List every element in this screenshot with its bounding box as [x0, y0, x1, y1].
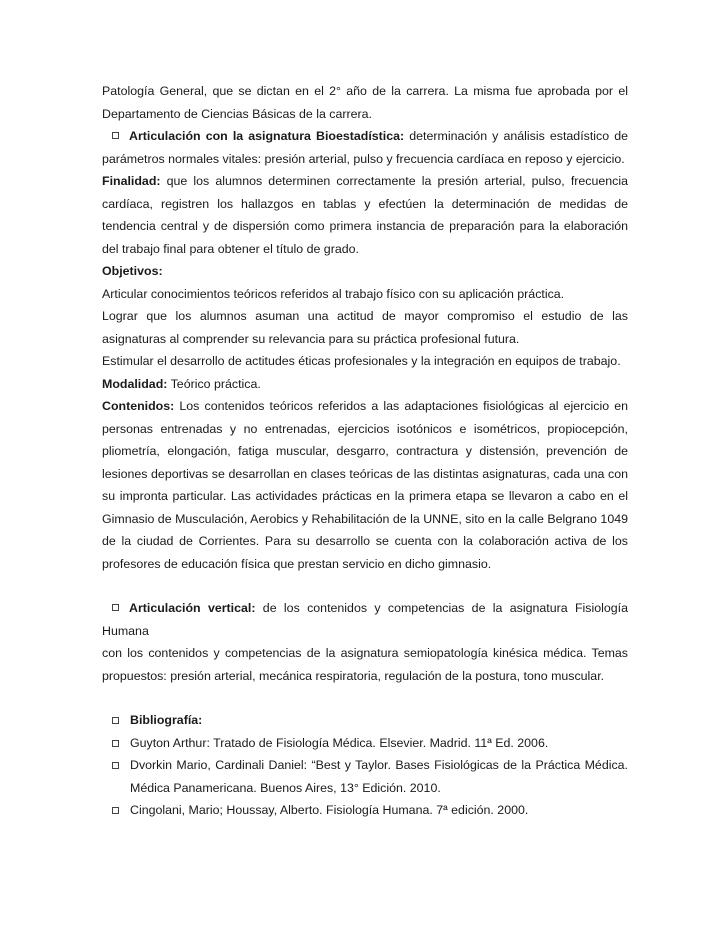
bibliografia-item — [102, 799, 628, 822]
objetivo-item: Estimular el desarrollo de actitudes éticas profesionales y la integración en equipos de trabajo. — [102, 354, 621, 368]
spacer — [102, 575, 628, 597]
intro-line-1: Patología General, que se dictan en el 2° año de la carrera. La misma fue aprobada por el — [102, 84, 628, 98]
bullet-square-icon — [112, 717, 119, 724]
bibliografia-item-text: Guyton Arthur: Tratado de Fisiología Médica. Elsevier. Madrid. 11ª Ed. 2006. — [130, 735, 549, 750]
bullet-square-icon — [112, 762, 119, 769]
document-page — [102, 80, 628, 822]
finalidad-text: que los alumnos determinen correctamente la presión arterial, pulso, frecuencia cardíaca, registren los hallazgos en tablas y efectúen la determinación de medidas de tendencia central y de dispersión como primera instancia de preparación para la elaboración del trabajo final para obtener el título de grado. — [102, 174, 628, 256]
bibliografia-label: Bibliografía: — [130, 713, 203, 727]
bibliografia-item — [102, 754, 628, 799]
bibliografia-item-text: Cingolani, Mario; Houssay, Alberto. Fisiología Humana. 7ª edición. 2000. — [130, 803, 529, 817]
finalidad-label: Finalidad: — [102, 174, 161, 188]
objetivos-label: Objetivos: — [102, 264, 163, 278]
contenidos-label: Contenidos: — [102, 399, 175, 413]
contenidos-paragraph — [102, 395, 628, 575]
articulacion-vertical-cont: con los contenidos y competencias de la asignatura semiopatología kinésica médica. Temas propuestos: presión arterial, mecánica respiratoria, regulación de la postura, tono muscular. — [102, 646, 628, 683]
contenidos-text: Los contenidos teóricos referidos a las adaptaciones fisiológicas al ejercicio en personas entrenadas y no entrenadas, ejercicios isotónicos e isométricos, propiocepción, pliometría, elongación, fatiga muscular, desgarro, contractura y distensión, prevención de lesiones deportivas se desarrollan en clases teóricas de las distintas asignaturas, cada una con su impronta particular. Las actividades prácticas en la primera etapa se llevaron a cabo en el Gimnasio de Musculación, Aerobics y Rehabilitación de la UNNE, sito en la calle Belgrano 1049 de la ciudad de Corrientes. Para su desarrollo se cuenta con la colaboración activa de los profesores de educación física que prestan servicio en dicho gimnasio. — [102, 399, 628, 571]
modalidad-text: Teórico práctica. — [167, 376, 261, 391]
modalidad-paragraph — [102, 373, 628, 396]
bullet-square-icon — [112, 740, 119, 747]
articulacion-vertical-label: Articulación vertical: — [129, 601, 256, 615]
articulacion-bioestadistica — [102, 125, 628, 148]
bullet-square-icon — [112, 807, 119, 814]
spacer — [102, 687, 628, 709]
objetivo-item: Articular conocimientos teóricos referidos al trabajo físico con su aplicación práctica. — [102, 286, 565, 301]
bullet-square-icon — [112, 132, 119, 139]
bibliografia-heading — [102, 709, 628, 732]
modalidad-label: Modalidad: — [102, 376, 168, 391]
bullet-square-icon — [112, 604, 119, 611]
articulacion-vertical-text: de los contenidos y competencias de la asignatura Fisiología Humana — [102, 601, 628, 638]
finalidad-paragraph — [102, 170, 628, 260]
articulacion-vertical — [102, 597, 628, 642]
objetivos-heading — [102, 260, 628, 283]
bibliografia-item-text: Dvorkin Mario, Cardinali Daniel: “Best y Taylor. Bases Fisiológicas de la Práctica Médica. Médica Panamericana. Buenos Aires, 13° Edición. 2010. — [130, 758, 628, 795]
bibliografia-item — [102, 732, 628, 755]
articulacion-bioestadistica-text: determinación y análisis estadístico de — [404, 129, 628, 143]
articulacion-bioestadistica-cont: parámetros normales vitales: presión arterial, pulso y frecuencia cardíaca en reposo y ejercicio. — [102, 151, 625, 166]
objetivo-item: Lograr que los alumnos asuman una actitud de mayor compromiso el estudio de las asignaturas al comprender su relevancia para su práctica profesional futura. — [102, 309, 628, 346]
intro-line-2: Departamento de Ciencias Básicas de la carrera. — [102, 106, 372, 121]
articulacion-bioestadistica-label: Articulación con la asignatura Bioestadística: — [129, 129, 405, 143]
